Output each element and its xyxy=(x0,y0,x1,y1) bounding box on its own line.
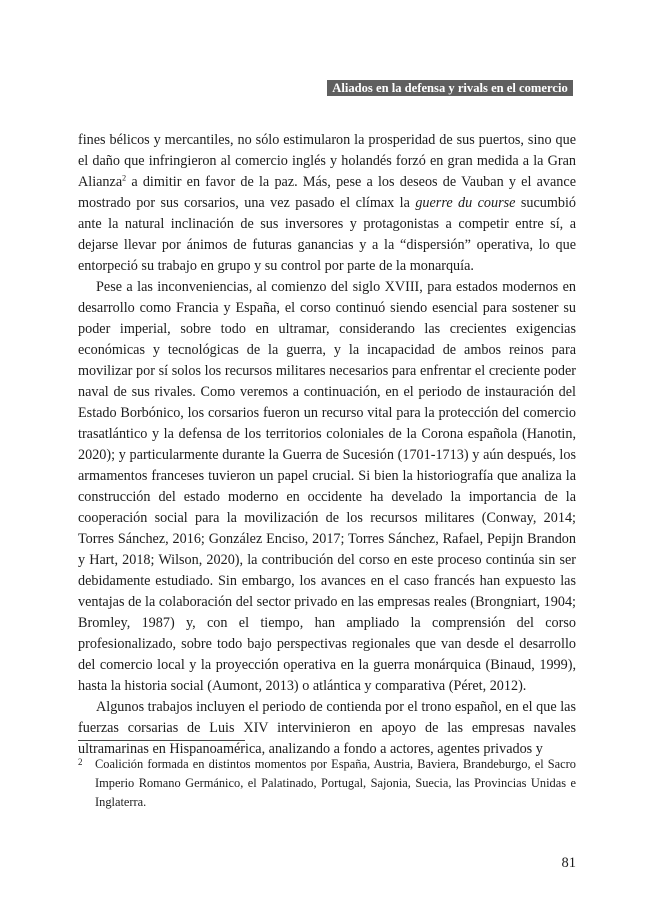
paragraph-3: Algunos trabajos incluyen el periodo de contienda por el trono español, en el que las fuerzas corsarias de Luis XIV intervinieron en apoyo de las empresas navales ultramarinas en Hispanoamérica, analizando a fondo a actores, agentes privados y xyxy=(78,699,576,757)
page-number: 81 xyxy=(561,855,576,871)
paragraph-1 xyxy=(78,130,576,277)
footnote xyxy=(78,755,576,812)
paragraph-2: Pese a las inconveniencias, al comienzo del siglo XVIII, para estados modernos en desarrollo como Francia y España, el corso continuó siendo esencial para sostener su poder imperial, sobre todo en ultramar, considerando las crecientes exigencias económicas y tecnológicas de la guerra, y la incapacidad de ambos reinos para movilizar por sí solos los recursos militares necesarios para enfrentar el creciente poder naval de sus rivales. Como veremos a continuación, en el periodo de instauración del Estado Borbónico, los corsarios fueron un recurso vital para la protección del comercio trasatlántico y la defensa de los territorios coloniales de la Corona española (Hanotin, 2020); y particularmente durante la Guerra de Sucesión (1701-1713) y aún después, los armamentos franceses tuvieron un papel crucial. Si bien la historiografía que analiza la construcción del estado moderno en occidente ha develado la importancia de la cooperación social para la movilización de los recursos militares (Conway, 2014; Torres Sánchez, 2016; González Enciso, 2017; Torres Sánchez, Rafael, Pepijn Brandon y Hart, 2018; Wilson, 2020), la contribución del corso en este proceso continúa sin ser debidamente estudiado. Sin embargo, los avances en el caso francés han expuesto las ventajas de la colaboración del sector privado en las empresas reales (Brongniart, 1904; Bromley, 1987) y, con el tiempo, han ampliado la comprensión del corso profesionalizado, sobre todo bajo perspectivas regionales que van desde el desarrollo del comercio local y la proyección operativa en la guerra monárquica (Binaud, 1999), hasta la historia social (Aumont, 2013) o atlántica y comparativa (Péret, 2012). xyxy=(78,279,576,694)
footnote-reference[interactable]: 2 xyxy=(122,173,127,183)
paragraph-1-text-start: fines bélicos y mercantiles, no sólo estimularon la prosperidad de sus puertos, sino que el daño que infringieron al comercio inglés y holandés forzó en gran medida a la Gran Alianza xyxy=(78,132,576,190)
paragraph-1-text-end: sucumbió ante la natural inclinación de sus inversores y protagonistas a competir entre sí, a dejarse llevar por ánimos de futuras ganancias y a la “dispersión” operativa, lo que entorpeció su trabajo en grupo y su control por parte de la monarquía. xyxy=(78,195,577,274)
footnote-number: 2 xyxy=(78,757,83,767)
body-text xyxy=(78,130,576,760)
footnote-text: Coalición formada en distintos momentos por España, Austria, Baviera, Brandeburgo, el Sacro Imperio Romano Germánico, el Palatinado, Portugal, Sajonia, Suecia, las Provincias Unidas e Inglaterra. xyxy=(95,757,576,809)
paragraph-1-text-mid: a dimitir en favor de la paz. Más, pese a los deseos de Vauban y el avance mostrado por sus corsarios, una vez pasado el clímax la xyxy=(78,174,576,211)
running-header: Aliados en la defensa y rivals en el comercio xyxy=(327,80,573,96)
footnote-separator xyxy=(78,740,245,741)
italic-term: guerre du course xyxy=(415,195,516,211)
